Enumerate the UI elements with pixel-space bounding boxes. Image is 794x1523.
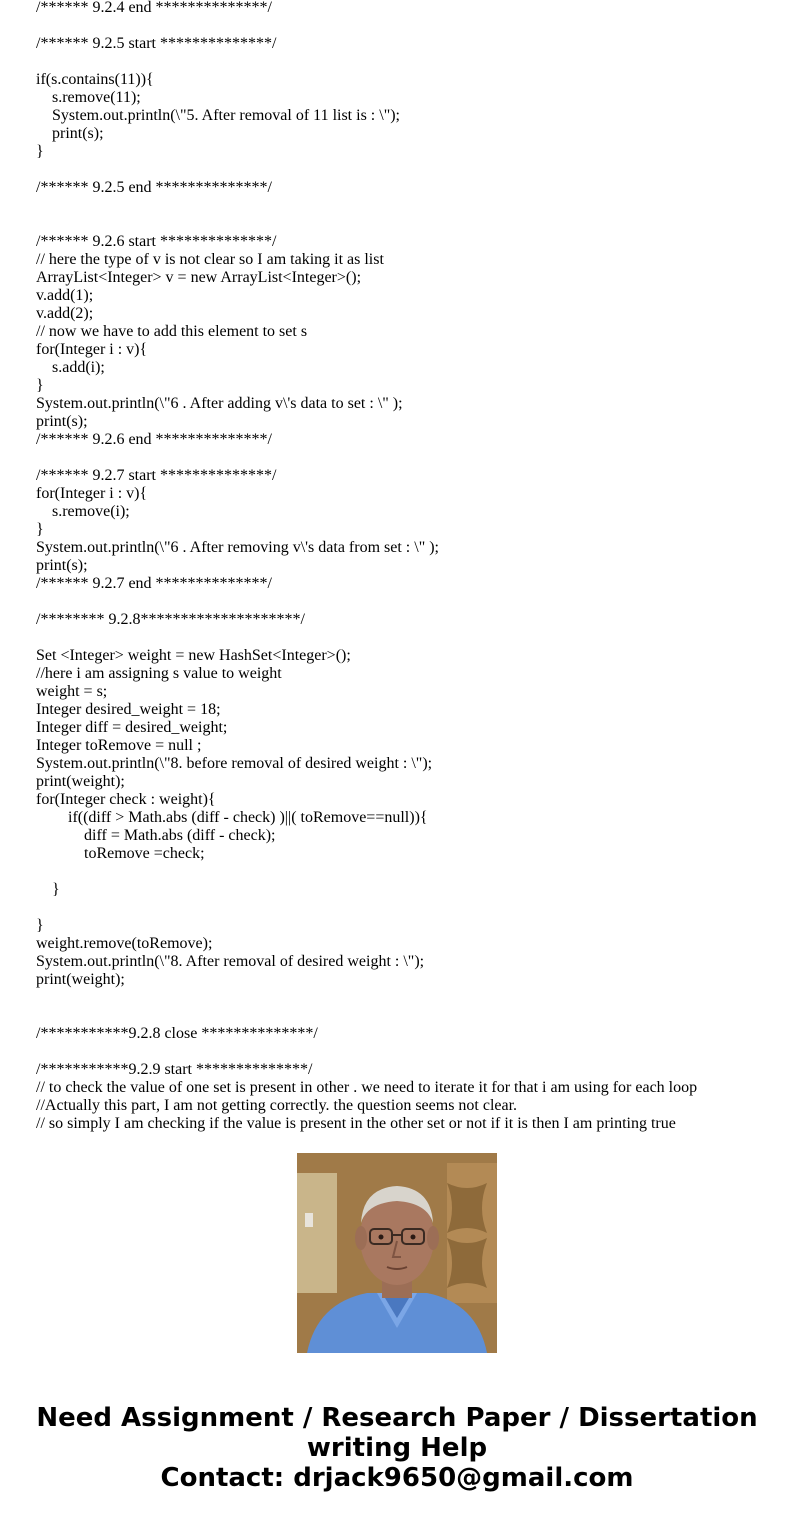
- author-avatar: [297, 1153, 497, 1353]
- code-line: s.remove(11);: [36, 89, 141, 106]
- code-line: //here i am assigning s value to weight: [36, 665, 282, 682]
- code-line: [36, 629, 776, 647]
- code-line: [36, 1043, 776, 1061]
- code-line: /******** 9.2.8********************/: [36, 611, 305, 628]
- code-line: }: [36, 521, 44, 538]
- code-line: [36, 1007, 776, 1025]
- code-line: Set <Integer> weight = new HashSet<Integer>();: [36, 647, 351, 664]
- code-line: /****** 9.2.6 start **************/: [36, 233, 277, 250]
- promo-banner: [0, 1403, 794, 1493]
- code-line: print(s);: [36, 125, 104, 142]
- code-line: for(Integer i : v){: [36, 341, 148, 358]
- code-line: diff = Math.abs (diff - check);: [36, 827, 276, 844]
- code-line: [36, 53, 776, 71]
- code-line: print(s);: [36, 413, 88, 430]
- code-line: weight = s;: [36, 683, 108, 700]
- code-line: // so simply I am checking if the value is present in the other set or not if it is then I am printing true: [36, 1115, 676, 1132]
- code-line: toRemove =check;: [36, 845, 205, 862]
- code-line: if(s.contains(11)){: [36, 71, 154, 88]
- code-line: v.add(2);: [36, 305, 94, 322]
- code-line: [36, 197, 776, 215]
- code-line: /***********9.2.8 close **************/: [36, 1025, 318, 1042]
- code-line: System.out.println(\"6 . After removing v\'s data from set : \" );: [36, 539, 439, 556]
- code-line: for(Integer check : weight){: [36, 791, 216, 808]
- code-line: }: [36, 881, 60, 898]
- author-photo: [297, 1153, 497, 1353]
- code-line: /****** 9.2.5 start **************/: [36, 35, 277, 52]
- code-line: System.out.println(\"8. before removal of desired weight : \");: [36, 755, 433, 772]
- code-line: v.add(1);: [36, 287, 94, 304]
- code-line: System.out.println(\"6 . After adding v\'s data to set : \" );: [36, 395, 403, 412]
- code-line: // here the type of v is not clear so I am taking it as list: [36, 251, 384, 268]
- code-line: [36, 593, 776, 611]
- code-line: /****** 9.2.5 end **************/: [36, 179, 272, 196]
- code-line: [36, 899, 776, 917]
- code-line: [36, 17, 776, 35]
- code-line: /****** 9.2.6 end **************/: [36, 431, 272, 448]
- code-line: print(weight);: [36, 773, 125, 790]
- code-line: Integer desired_weight = 18;: [36, 701, 221, 718]
- code-line: //Actually this part, I am not getting correctly. the question seems not clear.: [36, 1097, 518, 1114]
- code-line: // now we have to add this element to set s: [36, 323, 308, 340]
- code-line: /****** 9.2.7 end **************/: [36, 575, 272, 592]
- code-line: /****** 9.2.4 end **************/: [36, 0, 272, 16]
- promo-contact: Contact: drjack9650@gmail.com: [160, 1463, 634, 1493]
- code-line: [36, 449, 776, 467]
- code-line: /***********9.2.9 start **************/: [36, 1061, 313, 1078]
- code-line: [36, 215, 776, 233]
- code-line: if((diff > Math.abs (diff - check) )||( toRemove==null)){: [36, 809, 428, 826]
- code-line: print(weight);: [36, 971, 125, 988]
- code-line: [36, 989, 776, 1007]
- code-line: // to check the value of one set is present in other . we need to iterate it for that i am using for each loop: [36, 1079, 698, 1096]
- code-line: print(s);: [36, 557, 88, 574]
- promo-line-1: Need Assignment / Research Paper / Dissertation: [36, 1403, 758, 1433]
- code-line: ArrayList<Integer> v = new ArrayList<Integer>();: [36, 269, 362, 286]
- code-line: s.add(i);: [36, 359, 105, 376]
- promo-line-2: writing Help: [306, 1433, 488, 1463]
- code-line: for(Integer i : v){: [36, 485, 148, 502]
- code-line: s.remove(i);: [36, 503, 130, 520]
- code-line: Integer toRemove = null ;: [36, 737, 202, 754]
- code-line: }: [36, 377, 44, 394]
- code-line: System.out.println(\"8. After removal of desired weight : \");: [36, 953, 425, 970]
- code-line: /****** 9.2.7 start **************/: [36, 467, 277, 484]
- code-line: System.out.println(\"5. After removal of 11 list is : \");: [36, 107, 400, 124]
- code-line: Integer diff = desired_weight;: [36, 719, 228, 736]
- code-line: weight.remove(toRemove);: [36, 935, 213, 952]
- code-line: [36, 161, 776, 179]
- code-line: [36, 863, 776, 881]
- code-line: }: [36, 143, 44, 160]
- code-line: }: [36, 917, 44, 934]
- code-listing: [36, 0, 776, 1133]
